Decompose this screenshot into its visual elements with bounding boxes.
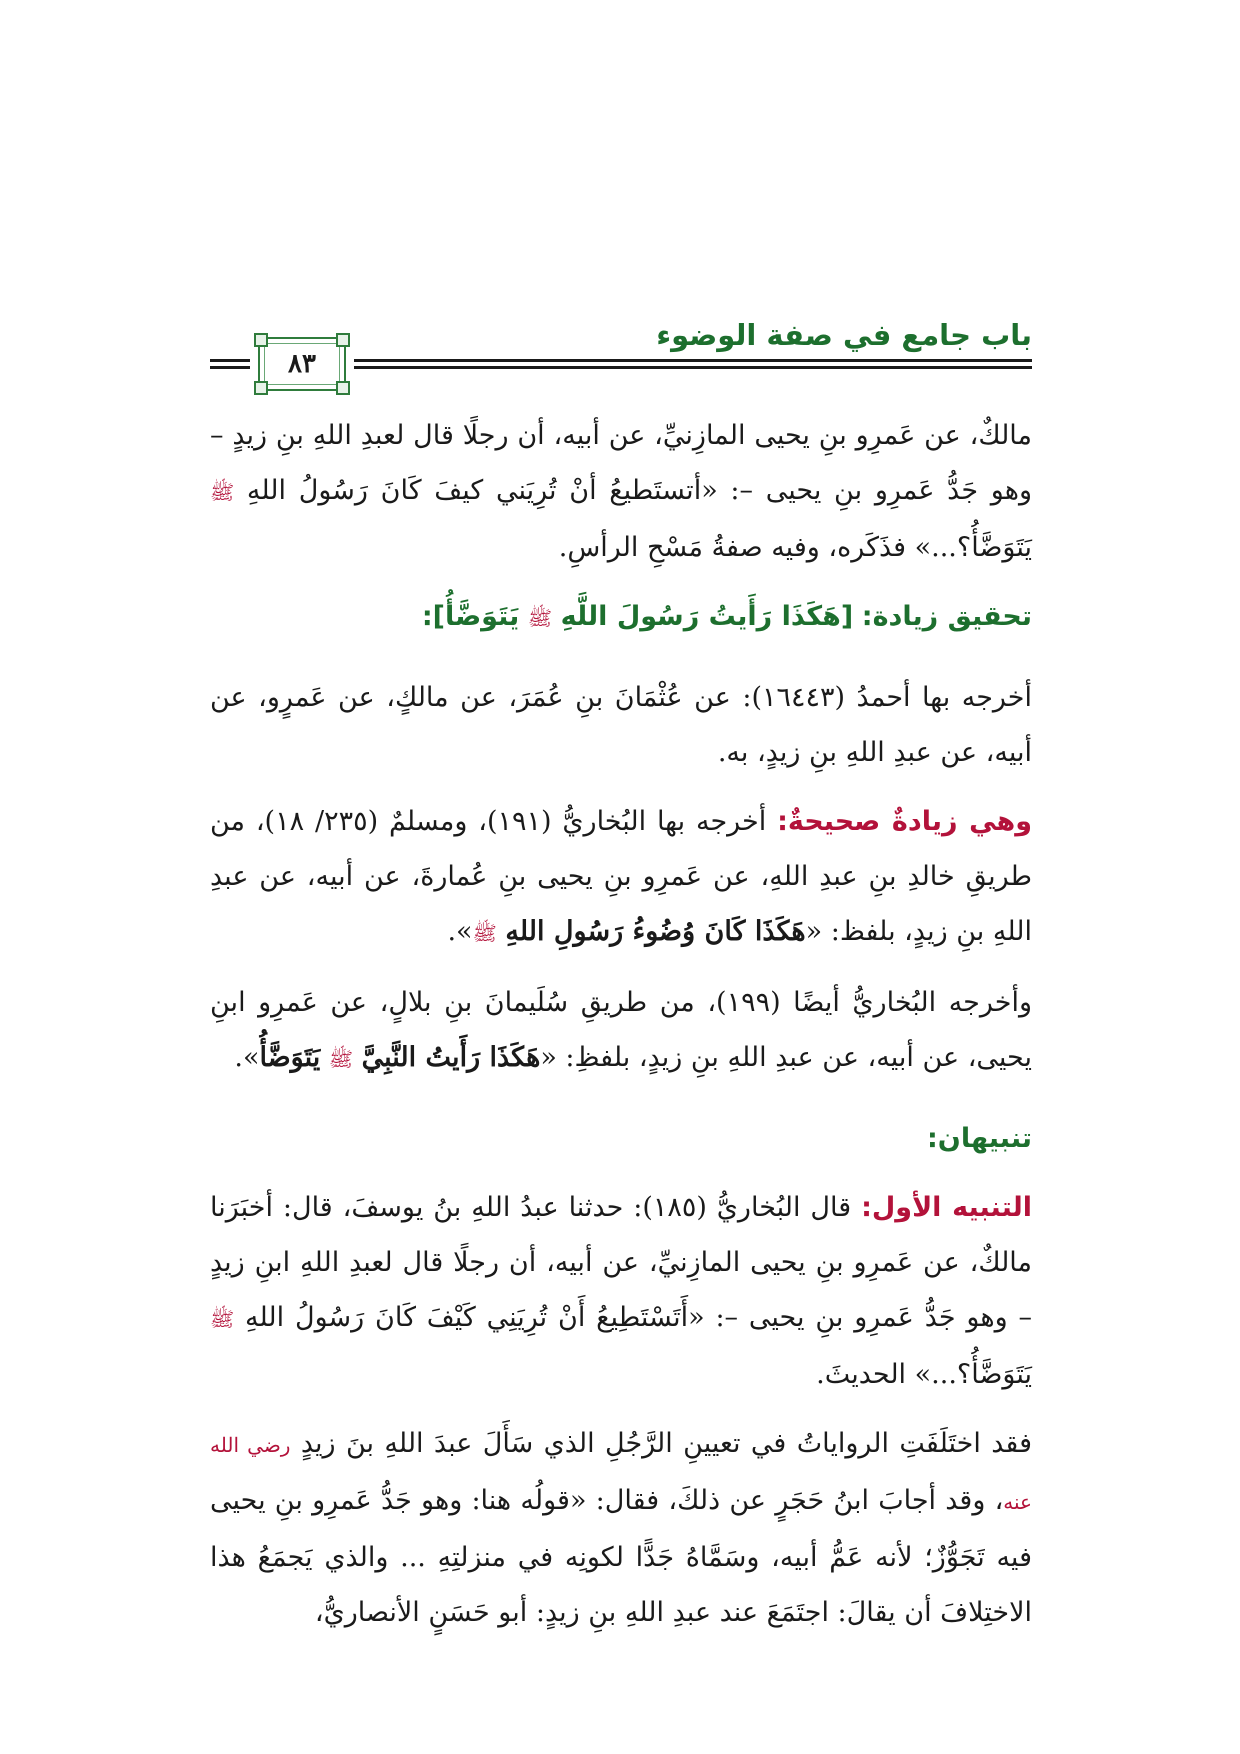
heading-quote: يَتَوَضَّأُ]: (421, 601, 520, 632)
paragraph-text: يَتَوَضَّأُ؟...» الحديثَ. (816, 1359, 1032, 1390)
paragraph-text: يَتَوَضَّأُ؟...» فذَكَره، وفيه صفةُ مَسْحِ الرأسِ. (558, 532, 1032, 563)
frame-ornament-icon (254, 381, 268, 395)
highlight-label: التنبيه الأول: (861, 1192, 1032, 1223)
paragraph (210, 1180, 1032, 1402)
page-number: ٨٣ (288, 349, 316, 379)
paragraph (210, 408, 1032, 575)
frame-ornament-icon (336, 381, 350, 395)
header-rule (210, 359, 250, 362)
paragraph (210, 1416, 1032, 1640)
salutation-glyph: ﷺ (527, 606, 553, 630)
paragraph (210, 794, 1032, 961)
paragraph-text: ». (234, 1042, 260, 1073)
section-heading (210, 589, 1032, 646)
paragraph (210, 975, 1032, 1087)
paragraph-text: قال البُخاريُّ (١٨٥): حدثنا عبدُ اللهِ بنُ يوسفَ، قال: أخبَرَنا مالكٌ، عن عَمرِو بنِ يحيى المازِنيِّ، عن أبيه، أن رجلًا قال لعبدِ اللهِ ابنِ زيدٍ – وهو جَدُّ عَمرِو بنِ يحيى –: «أَتَسْتَطِيعُ أَنْ تُرِيَنِي كَيْفَ كَانَ رَسُولُ اللهِ (210, 1192, 1032, 1333)
header-rule (354, 366, 1032, 369)
page-header (210, 315, 1032, 395)
frame-ornament-icon (254, 333, 268, 347)
heading-label: تحقيق زيادة: (861, 601, 1032, 632)
header-rule (210, 366, 250, 369)
section-heading (210, 1111, 1032, 1166)
page-number-frame (258, 337, 346, 391)
salutation-glyph: ﷺ (210, 1307, 235, 1331)
header-rule (354, 359, 1032, 362)
frame-ornament-icon (336, 333, 350, 347)
hadith-quote: هَكَذَا كَانَ وُضُوءُ رَسُولِ اللهِ (505, 916, 806, 947)
paragraph (210, 670, 1032, 780)
paragraph-text: أخرجه بها البُخاريُّ (١٩١)، ومسلمٌ (٢٣٥/ ١٨)، من طريقِ خالدِ بنِ عبدِ اللهِ، عن عَمرِو بنِ يحيى بنِ عُمارةَ، عن أبيه، عن عبدِ اللهِ بنِ زيدٍ، بلفظ: « (210, 806, 1032, 947)
chapter-title: باب جامع في صفة الوضوء (656, 318, 1032, 352)
paragraph-text: فقد اختَلَفَتِ الرواياتُ في تعيينِ الرَّجُلِ الذي سَأَلَ عبدَ اللهِ بنَ زيدٍ (300, 1428, 1032, 1459)
salutation-glyph: ﷺ (472, 921, 497, 945)
heading-quote: [هَكَذَا رَأَيتُ رَسُولَ اللَّهِ (560, 601, 854, 632)
salutation-glyph: ﷺ (328, 1047, 354, 1071)
highlight-label: وهي زيادةٌ صحيحةٌ: (777, 806, 1032, 837)
paragraph-text: وأخرجه البُخاريُّ أيضًا (١٩٩)، من طريقِ سُلَيمانَ بنِ بلالٍ، عن عَمرِو ابنِ يحيى، عن أبيه، عن عبدِ اللهِ بنِ زيدٍ، بلفظِ: « (210, 987, 1032, 1073)
paragraph-text: مالكٌ، عن عَمرِو بنِ يحيى المازِنيِّ، عن أبيه، أن رجلًا قال لعبدِ اللهِ بنِ زيدٍ – وهو جَدُّ عَمرِو بنِ يحيى –: «أتستَطيعُ أنْ تُرِيَني كيفَ كَانَ رَسُولُ اللهِ (210, 420, 1032, 506)
page-body (210, 408, 1032, 1654)
paragraph-text: ، وقد أجابَ ابنُ حَجَرٍ عن ذلكَ، فقال: «قولُه هنا: وهو جَدُّ عَمرِو بنِ يحيى فيه تَجَوُّزٌ؛ لأنه عَمُّ أبيه، وسَمَّاهُ جَدًّا لكونِه في منزلتِهِ ... والذي يَجمَعُ هذا الاختِلافَ أن يقالَ: اجتَمَعَ عند عبدِ اللهِ بنِ زيدٍ: أبو حَسَنٍ الأنصاريُّ، (210, 1485, 1032, 1628)
paragraph-text: ». (447, 916, 473, 947)
salutation-glyph: رضي الله عنه (210, 1433, 1032, 1514)
hadith-quote: هَكَذَا رَأَيتُ النَّبِيَّ (361, 1042, 541, 1073)
paragraph-text: أخرجه بها أحمدُ (١٦٤٤٣): عن عُثْمَانَ بنِ عُمَرَ، عن مالكٍ، عن عَمرٍو، عن أبيه، عن عبدِ اللهِ بنِ زيدٍ، به. (210, 682, 1032, 768)
hadith-quote: يَتَوَضَّأُ (259, 1042, 321, 1073)
salutation-glyph: ﷺ (210, 480, 235, 504)
heading-label: تنبيهان: (926, 1123, 1032, 1154)
